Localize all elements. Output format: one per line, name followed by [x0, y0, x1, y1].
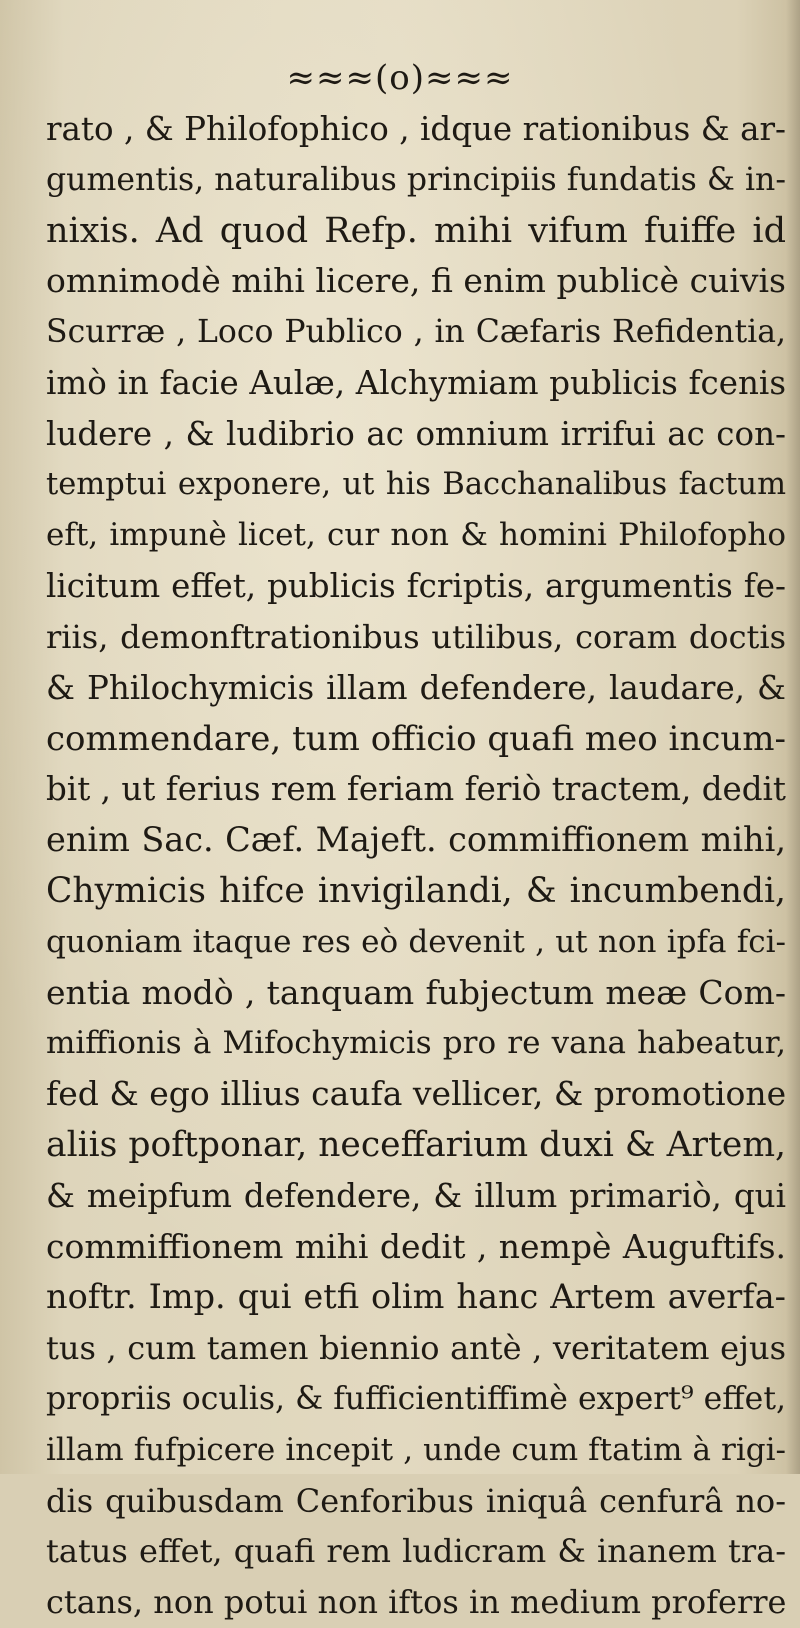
text-line: entia modò , tanquam fubjectum meæ Com- — [46, 972, 786, 1012]
text-line: gumentis, naturalibus principiis fundatis & in- — [46, 161, 786, 198]
text-line: dis quibusdam Cenforibus iniquâ cenfurâ no- — [46, 1481, 786, 1520]
text-line: Chymicis hifce invigilandi, & incumbendi, — [46, 870, 786, 911]
text-line: & meipfum defendere, & illum primariò, qui — [46, 1176, 786, 1215]
text-line: miffionis à Mifochymicis pro re vana habeatur, — [46, 1025, 786, 1062]
text-line: ludere , & ludibrio ac omnium irrifui ac con- — [46, 414, 786, 453]
text-line: omnimodè mihi licere, fi enim publicè cuivis — [46, 261, 786, 301]
text-line: commendare, tum officio quafi meo incum- — [46, 718, 786, 759]
page-edge-shadow — [786, 0, 800, 1474]
text-line: enim Sac. Cæf. Majeft. commiffionem mihi, — [46, 820, 786, 860]
text-line: illam fufpicere incepit , unde cum ftatim à rigi- — [46, 1431, 786, 1468]
page-text-block — [46, 104, 786, 1628]
text-line-cut-off: ctans, non potui non iftos in medium proferre — [46, 1583, 786, 1622]
text-line: tus , cum tamen biennio antè , veritatem ejus — [46, 1329, 786, 1368]
text-line: & Philochymicis illam defendere, laudare, & — [46, 668, 786, 707]
text-line: riis, demonftrationibus utilibus, coram doctis — [46, 617, 786, 656]
text-line: aliis poftponar, neceffarium duxi & Artem, — [46, 1124, 786, 1165]
text-line: bit , ut ferius rem feriam feriò tractem, dedit — [46, 770, 786, 809]
text-line: noftr. Imp. qui etfi olim hanc Artem averfa- — [46, 1277, 786, 1317]
text-line: commiffionem mihi dedit , nempè Auguftifs. — [46, 1226, 786, 1266]
text-line: propriis oculis, & fufficientiffimè expert⁹ effet, — [46, 1380, 786, 1417]
page-header-ornament: ≈≈≈(o)≈≈≈ — [286, 58, 514, 98]
text-line: licitum effet, publicis fcriptis, argumentis fe- — [46, 567, 786, 606]
text-line: temptui exponere, ut his Bacchanalibus factum — [46, 466, 786, 502]
text-line: nixis. Ad quod Refp. mihi vifum fuiffe id — [46, 210, 786, 251]
text-line: fed & ego illius caufa vellicer, & promotione — [46, 1074, 786, 1114]
text-line: imò in facie Aulæ, Alchymiam publicis fcenis — [46, 363, 786, 402]
text-line: eft, impunè licet, cur non & homini Philofopho — [46, 517, 786, 554]
text-line: rato , & Philofophico , idque rationibus & ar- — [46, 110, 786, 148]
text-line: Scurræ , Loco Publico , in Cæfaris Refidentia, — [46, 314, 786, 351]
text-line: tatus effet, quafi rem ludicram & inanem tra- — [46, 1532, 786, 1571]
text-line: quoniam itaque res eò devenit , ut non ipfa fci- — [46, 923, 786, 960]
